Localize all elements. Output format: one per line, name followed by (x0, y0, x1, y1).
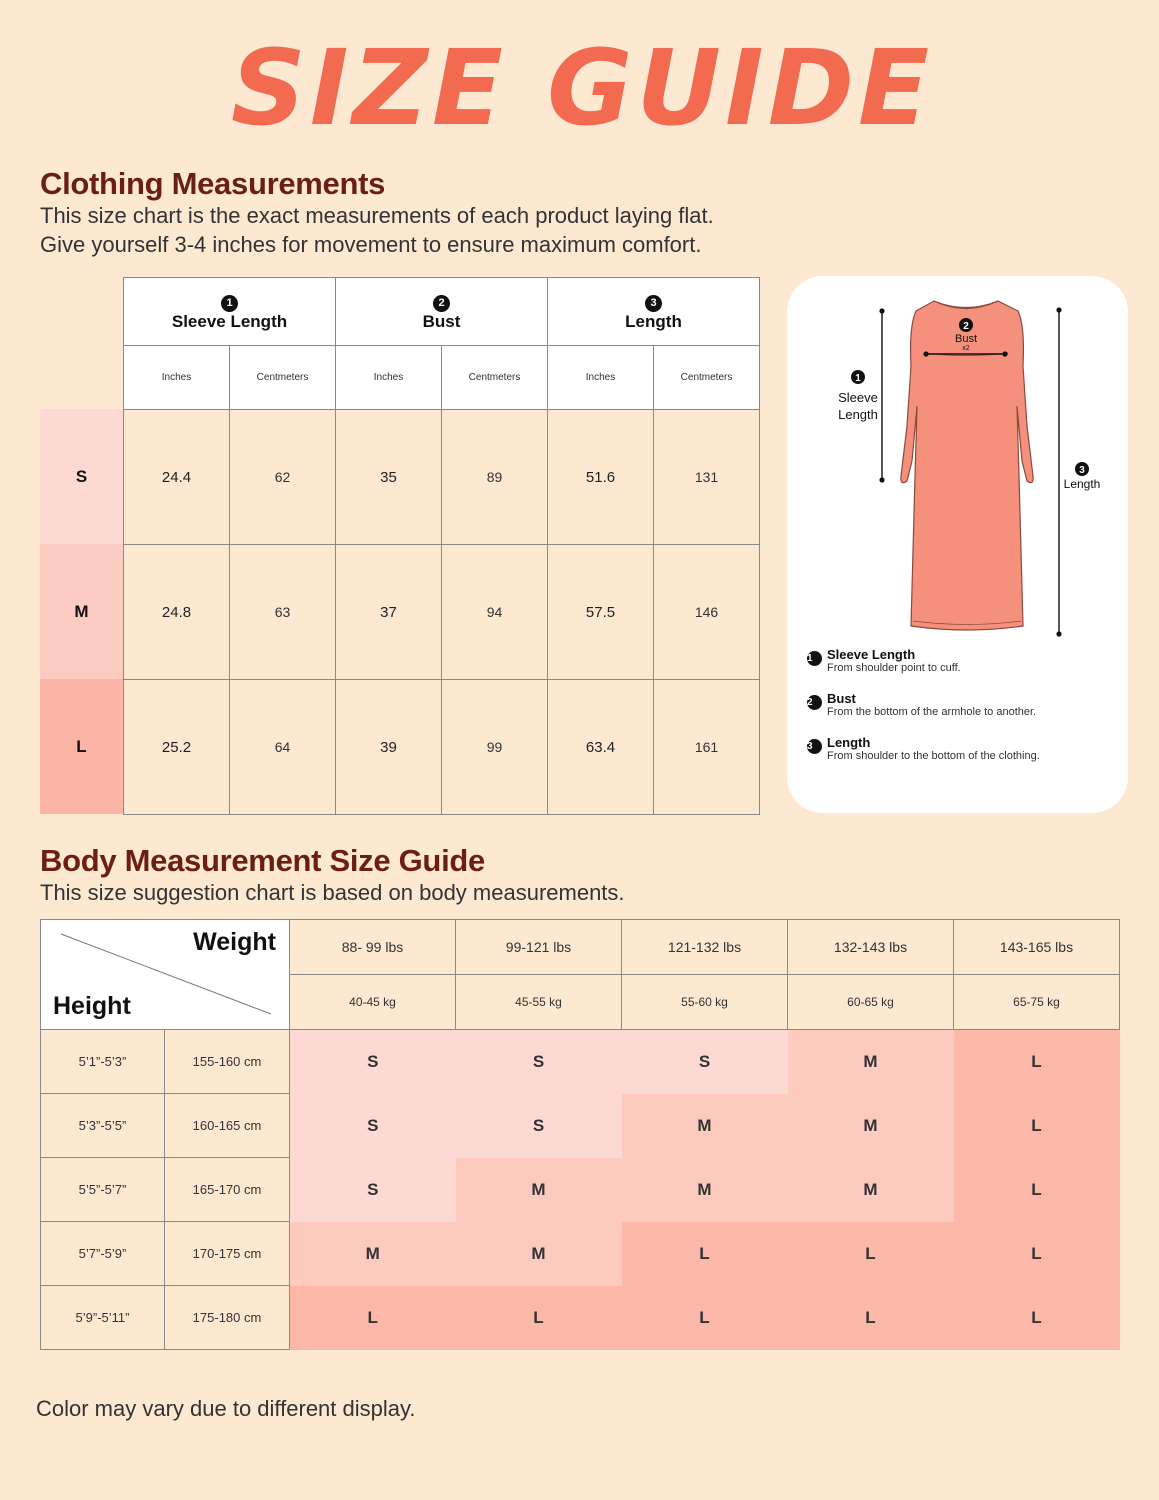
page-title (0, 28, 1159, 148)
col-header-bust (336, 278, 548, 346)
suggested-size-cell: M (456, 1222, 622, 1286)
suggested-size-cell: L (954, 1286, 1120, 1350)
clothing-measurements-table (123, 277, 760, 815)
table-header-row (124, 278, 760, 346)
height-cm-cell: 155-160 cm (165, 1030, 290, 1094)
measurement-cell: 35 (336, 410, 442, 545)
unit-inches: Inches (548, 346, 654, 410)
size-label-s: S (40, 409, 123, 544)
table-row (41, 1094, 1120, 1158)
suggested-size-cell: L (788, 1222, 954, 1286)
height-cm-cell: 160-165 cm (165, 1094, 290, 1158)
unit-inches: Inches (124, 346, 230, 410)
suggested-size-cell: M (788, 1158, 954, 1222)
measurement-cell: 64 (230, 680, 336, 815)
height-ft-cell: 5’7”-5’9” (41, 1222, 165, 1286)
suggested-size-cell: M (788, 1030, 954, 1094)
body-heading: Body Measurement Size Guide (40, 843, 485, 878)
weight-label: Weight (193, 928, 276, 956)
legend-item-bust (807, 692, 1036, 719)
measurement-cell: 62 (230, 410, 336, 545)
measurement-cell: 63 (230, 545, 336, 680)
col-header-label: Bust (422, 312, 461, 331)
table-row (41, 1030, 1120, 1094)
suggested-size-cell: L (622, 1222, 788, 1286)
clothing-subtitle-2: Give yourself 3-4 inches for movement to ensure maximum comfort. (40, 232, 702, 257)
height-cm-cell: 175-180 cm (165, 1286, 290, 1350)
number-one-icon: 1 (221, 295, 238, 312)
clothing-heading: Clothing Measurements (40, 166, 386, 201)
suggested-size-cell: S (456, 1030, 622, 1094)
suggested-size-cell: M (290, 1222, 456, 1286)
measurement-cell: 24.4 (124, 410, 230, 545)
suggested-size-cell: L (622, 1286, 788, 1350)
number-two-icon: 2 (433, 295, 450, 312)
suggested-size-cell: M (622, 1158, 788, 1222)
legend-title: Length (827, 735, 871, 750)
unit-centimeters: Centmeters (230, 346, 336, 410)
suggested-size-cell: L (954, 1222, 1120, 1286)
height-ft-cell: 5’3”-5’5” (41, 1094, 165, 1158)
footer-note: Color may vary due to different display. (36, 1396, 416, 1421)
suggested-size-cell: L (456, 1286, 622, 1350)
number-one-icon: 1 (807, 651, 822, 666)
legend-item-length (807, 736, 1040, 763)
measurement-cell: 39 (336, 680, 442, 815)
suggested-size-cell: M (622, 1094, 788, 1158)
legend-desc: From shoulder to the bottom of the clothing. (827, 750, 1040, 762)
unit-centimeters: Centmeters (654, 346, 760, 410)
page-title-text: SIZE GUIDE (230, 28, 934, 148)
measurement-cell: 89 (442, 410, 548, 545)
measurement-cell: 57.5 (548, 545, 654, 680)
measurement-cell: 51.6 (548, 410, 654, 545)
measurement-cell: 24.8 (124, 545, 230, 680)
measurement-cell: 161 (654, 680, 760, 815)
suggested-size-cell: S (456, 1094, 622, 1158)
legend-desc: From shoulder point to cuff. (827, 662, 961, 674)
table-row (124, 680, 760, 815)
suggested-size-cell: L (788, 1286, 954, 1350)
table-row (41, 1286, 1120, 1350)
unit-inches: Inches (336, 346, 442, 410)
table-row (41, 1222, 1120, 1286)
height-ft-cell: 5’1”-5’3” (41, 1030, 165, 1094)
height-ft-cell: 5’5”-5’7” (41, 1158, 165, 1222)
measurement-cell: 94 (442, 545, 548, 680)
suggested-size-cell: L (954, 1094, 1120, 1158)
weight-lbs: 132-143 lbs (788, 920, 954, 975)
legend-title: Bust (827, 691, 856, 706)
suggested-size-cell: L (290, 1286, 456, 1350)
weight-lbs-row (41, 920, 1120, 975)
svg-text:2: 2 (963, 321, 969, 332)
legend-item-sleeve (807, 648, 961, 675)
suggested-size-cell: S (290, 1094, 456, 1158)
body-subtitle: This size suggestion chart is based on body measurements. (40, 880, 625, 905)
bust-x2-label: x2 (962, 345, 970, 352)
height-ft-cell: 5’9”-5’11” (41, 1286, 165, 1350)
table-row (124, 410, 760, 545)
weight-height-corner (41, 920, 290, 1030)
svg-text:3: 3 (1079, 465, 1085, 476)
dress-illustration (787, 276, 1128, 813)
measurement-cell: 25.2 (124, 680, 230, 815)
weight-lbs: 121-132 lbs (622, 920, 788, 975)
size-label-l: L (40, 679, 123, 814)
bust-diagram-label: Bust (954, 333, 978, 345)
unit-centimeters: Centmeters (442, 346, 548, 410)
sleeve-label-line1: Sleeve (838, 390, 878, 405)
height-label: Height (53, 992, 131, 1020)
weight-kg: 65-75 kg (954, 975, 1120, 1030)
table-row (41, 1158, 1120, 1222)
height-cm-cell: 165-170 cm (165, 1158, 290, 1222)
measurement-cell: 37 (336, 545, 442, 680)
svg-text:1: 1 (855, 373, 861, 384)
suggested-size-cell: L (954, 1030, 1120, 1094)
col-header-length (548, 278, 760, 346)
length-diagram-label: Length (1063, 477, 1101, 491)
weight-lbs: 99-121 lbs (456, 920, 622, 975)
weight-lbs: 143-165 lbs (954, 920, 1120, 975)
suggested-size-cell: M (456, 1158, 622, 1222)
suggested-size-cell: M (788, 1094, 954, 1158)
unit-header-row (124, 346, 760, 410)
weight-kg: 60-65 kg (788, 975, 954, 1030)
weight-kg: 55-60 kg (622, 975, 788, 1030)
sleeve-length-diagram-label (831, 389, 885, 423)
suggested-size-cell: S (290, 1030, 456, 1094)
number-three-icon: 3 (807, 739, 822, 754)
suggested-size-cell: S (290, 1158, 456, 1222)
col-header-label: Sleeve Length (171, 312, 288, 331)
height-cm-cell: 170-175 cm (165, 1222, 290, 1286)
suggested-size-cell: S (622, 1030, 788, 1094)
measurement-cell: 63.4 (548, 680, 654, 815)
legend-desc: From the bottom of the armhole to another. (827, 706, 1037, 718)
sleeve-label-line2: Length (838, 407, 878, 422)
size-column (40, 409, 123, 814)
size-label-m: M (40, 544, 123, 679)
col-header-label: Length (625, 312, 682, 331)
measurement-cell: 131 (654, 410, 760, 545)
table-row (124, 545, 760, 680)
measurement-cell: 146 (654, 545, 760, 680)
col-header-sleeve (124, 278, 336, 346)
weight-kg: 40-45 kg (290, 975, 456, 1030)
number-three-icon: 3 (645, 295, 662, 312)
clothing-subtitle-1: This size chart is the exact measurements of each product laying flat. (40, 203, 714, 228)
weight-kg: 45-55 kg (456, 975, 622, 1030)
number-two-icon: 2 (807, 695, 822, 710)
measurement-cell: 99 (442, 680, 548, 815)
legend-title: Sleeve Length (827, 647, 916, 662)
suggested-size-cell: L (954, 1158, 1120, 1222)
dress-diagram-card (787, 276, 1128, 813)
weight-lbs: 88- 99 lbs (290, 920, 456, 975)
body-measurement-table (40, 919, 1120, 1350)
